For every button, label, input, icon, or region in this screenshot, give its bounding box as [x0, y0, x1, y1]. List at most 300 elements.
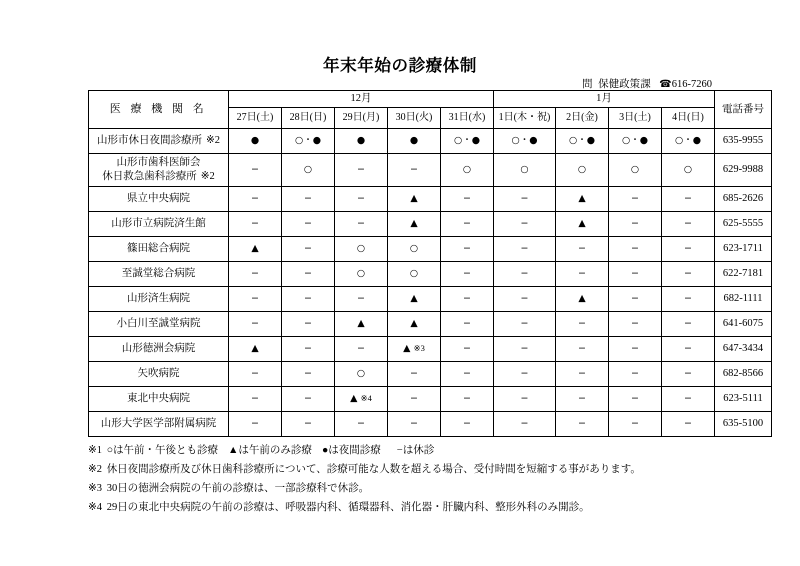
availability-symbol: ▲: [251, 343, 259, 355]
availability-symbol: ▲: [410, 193, 418, 205]
availability-symbol: −: [357, 218, 365, 230]
cell-availability: [609, 237, 662, 262]
cell-availability: [556, 187, 609, 212]
schedule-table-container: [88, 90, 772, 437]
availability-symbol: −: [304, 418, 312, 430]
header-day-jan1: 1日(木・祝): [494, 108, 556, 129]
cell-availability: [609, 312, 662, 337]
cell-availability: [494, 237, 556, 262]
cell-telephone: 647-3434: [715, 337, 772, 362]
cell-availability: [388, 187, 441, 212]
header-day-dec30: 30日(火): [388, 108, 441, 129]
cell-availability: [494, 212, 556, 237]
cell-availability: [388, 154, 441, 187]
availability-symbol: −: [251, 318, 259, 330]
cell-availability: [494, 387, 556, 412]
cell-availability: [335, 187, 388, 212]
institution-name-line2-text: 休日救急歯科診療所: [102, 171, 197, 182]
institution-name-text: 篠田総合病院: [127, 243, 190, 255]
institution-name-text: 山形徳洲会病院: [121, 343, 196, 355]
cell-availability: [494, 412, 556, 437]
cell-availability: [388, 212, 441, 237]
cell-availability: [229, 387, 282, 412]
availability-symbol: −: [251, 293, 259, 305]
cell-availability: [282, 187, 335, 212]
footnote-1-tag: ※1: [88, 445, 103, 456]
table-row: [89, 337, 772, 362]
cell-availability: [556, 287, 609, 312]
cell-availability: [335, 312, 388, 337]
cell-availability: [229, 129, 282, 154]
cell-telephone: 623-5111: [715, 387, 772, 412]
availability-symbol: −: [684, 368, 692, 380]
availability-symbol: −: [684, 268, 692, 280]
cell-availability: [441, 287, 494, 312]
availability-symbol: −: [304, 218, 312, 230]
header-month-december: 12月: [229, 91, 494, 108]
header-day-dec31: 31日(水): [441, 108, 494, 129]
cell-institution-name: [89, 154, 229, 187]
table-row: [89, 129, 772, 154]
footnote-1-legend-dash: −は休診: [396, 445, 435, 456]
availability-symbol: −: [520, 368, 529, 380]
footnote-3-text: 30日の徳洲会病院の午前の診療は、一部診療科で休診。: [106, 483, 370, 495]
footnote-1-legend-circle: ○は午前・午後とも診療: [106, 445, 219, 456]
telephone-icon: ☎: [659, 79, 672, 90]
availability-symbol: −: [631, 268, 639, 280]
cell-availability: [494, 312, 556, 337]
availability-symbol: −: [251, 164, 259, 176]
institution-name-text: 小白川至誠堂病院: [116, 318, 201, 330]
cell-availability: [662, 129, 715, 154]
cell-availability: [662, 287, 715, 312]
contact-department: 保健政策課: [598, 79, 651, 90]
institution-name-text: 山形済生病院: [127, 293, 190, 305]
cell-availability: [609, 387, 662, 412]
footnote-2: [88, 460, 788, 479]
availability-symbol: −: [631, 343, 639, 355]
cell-availability: [441, 387, 494, 412]
cell-telephone: 641-6075: [715, 312, 772, 337]
availability-symbol: −: [251, 268, 259, 280]
availability-symbol: ○: [683, 164, 693, 176]
cell-availability: [441, 237, 494, 262]
cell-availability: [229, 237, 282, 262]
availability-symbol: −: [578, 368, 586, 380]
footnote-1-legend-triangle: ▲は午前のみ診療: [228, 445, 312, 456]
cell-availability: [388, 129, 441, 154]
cell-availability: [441, 262, 494, 287]
availability-note-ref: ※4: [360, 393, 372, 404]
availability-symbol: −: [578, 243, 586, 255]
availability-symbol: ▲: [410, 318, 418, 330]
availability-symbol: −: [578, 418, 586, 430]
institution-note-ref: ※2: [205, 135, 221, 147]
cell-availability: [609, 287, 662, 312]
cell-telephone: 625-5555: [715, 212, 772, 237]
availability-symbol: ●: [409, 135, 419, 147]
cell-availability: [388, 337, 441, 362]
availability-symbol: −: [463, 268, 471, 280]
cell-availability: [388, 362, 441, 387]
cell-availability: [335, 237, 388, 262]
cell-availability: [282, 129, 335, 154]
availability-symbol: −: [304, 318, 312, 330]
availability-symbol: −: [684, 318, 692, 330]
availability-symbol: −: [684, 418, 692, 430]
availability-symbol: ●: [250, 135, 260, 147]
availability-symbol: −: [520, 418, 529, 430]
cell-institution-name: [89, 262, 229, 287]
availability-symbol: −: [684, 293, 692, 305]
cell-institution-name: [89, 362, 229, 387]
header-day-dec27: 27日(土): [229, 108, 282, 129]
cell-availability: [494, 154, 556, 187]
cell-availability: [441, 362, 494, 387]
table-row: [89, 212, 772, 237]
institution-name-text: 山形市立病院済生館: [111, 218, 206, 230]
availability-symbol: −: [251, 368, 259, 380]
availability-symbol: −: [520, 343, 529, 355]
availability-symbol: −: [684, 393, 692, 405]
cell-telephone: 622-7181: [715, 262, 772, 287]
header-day-jan2: 2日(金): [556, 108, 609, 129]
cell-availability: [609, 187, 662, 212]
cell-availability: [282, 337, 335, 362]
cell-availability: [335, 154, 388, 187]
cell-availability: [556, 387, 609, 412]
availability-symbol: −: [578, 268, 586, 280]
availability-symbol: −: [463, 318, 471, 330]
table-body: [89, 129, 772, 437]
footnote-1-legend-filled: ●は夜間診療: [321, 445, 381, 456]
cell-availability: [662, 337, 715, 362]
cell-availability: [229, 337, 282, 362]
cell-availability: [556, 262, 609, 287]
availability-symbol: ○: [577, 164, 587, 176]
cell-availability: [556, 312, 609, 337]
availability-symbol: ▲: [578, 218, 586, 230]
availability-symbol: −: [463, 343, 471, 355]
availability-symbol: ▲: [578, 293, 586, 305]
cell-availability: [609, 129, 662, 154]
cell-availability: [282, 154, 335, 187]
cell-availability: [282, 237, 335, 262]
cell-availability: [335, 287, 388, 312]
cell-telephone: 685-2626: [715, 187, 772, 212]
availability-symbol: −: [357, 418, 365, 430]
availability-symbol: −: [463, 393, 471, 405]
header-day-dec28: 28日(日): [282, 108, 335, 129]
cell-availability: [229, 154, 282, 187]
footnote-2-tag: ※2: [88, 464, 103, 476]
cell-availability: [609, 212, 662, 237]
table-head: [89, 91, 772, 129]
availability-symbol: −: [520, 193, 529, 205]
cell-availability: [335, 262, 388, 287]
cell-availability: [556, 237, 609, 262]
table-row: [89, 287, 772, 312]
availability-symbol: −: [410, 368, 418, 380]
cell-availability: [282, 262, 335, 287]
cell-availability: [388, 312, 441, 337]
availability-symbol: −: [357, 343, 365, 355]
cell-availability: [662, 362, 715, 387]
availability-symbol: ○・●: [453, 135, 481, 147]
institution-name-line2: [89, 170, 228, 184]
cell-availability: [441, 212, 494, 237]
cell-availability: [609, 154, 662, 187]
cell-availability: [335, 129, 388, 154]
cell-availability: [494, 337, 556, 362]
availability-symbol: −: [631, 393, 639, 405]
availability-symbol: −: [684, 193, 692, 205]
institution-name-text: 山形市休日夜間診療所: [96, 135, 202, 147]
cell-telephone: 635-9955: [715, 129, 772, 154]
cell-availability: [441, 129, 494, 154]
cell-telephone: 682-1111: [715, 287, 772, 312]
availability-symbol: ○: [409, 243, 419, 255]
page-title: 年末年始の診療体制: [323, 57, 477, 75]
availability-symbol: −: [578, 343, 586, 355]
cell-availability: [556, 212, 609, 237]
availability-symbol: ○: [409, 268, 419, 280]
cell-availability: [441, 154, 494, 187]
table-row: [89, 262, 772, 287]
cell-availability: [662, 212, 715, 237]
availability-symbol: −: [578, 318, 586, 330]
availability-symbol: −: [520, 393, 529, 405]
cell-availability: [556, 412, 609, 437]
availability-symbol: −: [520, 318, 529, 330]
availability-symbol: −: [631, 243, 639, 255]
availability-symbol: ○・●: [621, 135, 649, 147]
header-day-dec29: 29日(月): [335, 108, 388, 129]
cell-availability: [229, 187, 282, 212]
cell-availability: [388, 387, 441, 412]
cell-institution-name: [89, 337, 229, 362]
availability-symbol: ▲: [350, 393, 358, 405]
cell-availability: [609, 412, 662, 437]
availability-symbol: −: [578, 393, 586, 405]
availability-symbol: −: [684, 218, 692, 230]
availability-symbol: −: [304, 268, 312, 280]
institution-name-text: 山形大学医学部附属病院: [100, 418, 217, 430]
footnote-3-tag: ※3: [88, 483, 103, 495]
availability-symbol: −: [304, 393, 312, 405]
cell-availability: [662, 187, 715, 212]
table-row: [89, 412, 772, 437]
cell-availability: [229, 212, 282, 237]
cell-availability: [609, 362, 662, 387]
cell-availability: [229, 262, 282, 287]
availability-symbol: −: [251, 393, 259, 405]
cell-availability: [494, 262, 556, 287]
availability-symbol: ○: [356, 243, 366, 255]
cell-institution-name: [89, 129, 229, 154]
availability-symbol: −: [357, 293, 365, 305]
cell-availability: [494, 362, 556, 387]
cell-availability: [441, 412, 494, 437]
availability-symbol: −: [520, 293, 529, 305]
availability-symbol: ○・●: [674, 135, 702, 147]
schedule-table: [88, 90, 772, 437]
table-row: [89, 237, 772, 262]
cell-institution-name: [89, 312, 229, 337]
availability-symbol: −: [463, 293, 471, 305]
availability-note-ref: ※3: [413, 343, 425, 354]
header-institution-name: 医 療 機 関 名: [89, 91, 229, 129]
table-header-row-months: [89, 91, 772, 108]
cell-availability: [662, 154, 715, 187]
availability-symbol: −: [520, 268, 529, 280]
cell-availability: [335, 337, 388, 362]
cell-availability: [282, 287, 335, 312]
availability-symbol: −: [251, 418, 259, 430]
cell-availability: [282, 362, 335, 387]
institution-name-text: 県立中央病院: [127, 193, 190, 205]
cell-availability: [229, 412, 282, 437]
availability-symbol: −: [463, 368, 471, 380]
availability-symbol: −: [304, 343, 312, 355]
availability-symbol: −: [304, 368, 312, 380]
availability-symbol: −: [520, 243, 529, 255]
cell-availability: [441, 337, 494, 362]
availability-symbol: −: [631, 293, 639, 305]
availability-symbol: ▲: [410, 293, 418, 305]
availability-symbol: ▲: [357, 318, 365, 330]
table-row: [89, 362, 772, 387]
cell-availability: [556, 337, 609, 362]
availability-symbol: −: [304, 193, 312, 205]
footnote-4-text: 29日の東北中央病院の午前の診療は、呼吸器内科、循環器科、消化器・肝臓内科、整形外科のみ開診。: [106, 502, 590, 514]
cell-availability: [282, 387, 335, 412]
cell-institution-name: [89, 387, 229, 412]
availability-symbol: ○・●: [568, 135, 596, 147]
footnotes: [88, 441, 788, 517]
institution-note-ref: ※2: [200, 171, 215, 182]
availability-symbol: −: [631, 218, 639, 230]
availability-symbol: ○: [520, 164, 529, 176]
availability-symbol: ○: [356, 368, 366, 380]
cell-availability: [556, 362, 609, 387]
availability-symbol: −: [410, 418, 418, 430]
availability-symbol: ▲: [251, 243, 259, 255]
availability-symbol: ○: [630, 164, 640, 176]
header-month-january: 1月: [494, 91, 715, 108]
institution-name-text: 東北中央病院: [127, 393, 190, 405]
availability-symbol: −: [251, 218, 259, 230]
cell-availability: [556, 154, 609, 187]
availability-symbol: −: [304, 243, 312, 255]
cell-availability: [662, 387, 715, 412]
institution-name-text: 至誠堂総合病院: [121, 268, 196, 280]
institution-name-text: 矢吹病院: [137, 368, 180, 380]
availability-symbol: −: [410, 164, 418, 176]
cell-availability: [662, 262, 715, 287]
cell-telephone: 682-8566: [715, 362, 772, 387]
availability-symbol: ▲: [410, 218, 418, 230]
availability-symbol: −: [463, 193, 471, 205]
availability-symbol: ○: [356, 268, 366, 280]
cell-availability: [494, 129, 556, 154]
cell-availability: [282, 312, 335, 337]
cell-availability: [662, 312, 715, 337]
table-row: [89, 312, 772, 337]
cell-institution-name: [89, 287, 229, 312]
footnote-4-tag: ※4: [88, 502, 103, 514]
availability-symbol: −: [631, 193, 639, 205]
cell-availability: [388, 412, 441, 437]
footnote-4: [88, 498, 788, 517]
cell-availability: [335, 412, 388, 437]
cell-institution-name: [89, 237, 229, 262]
cell-telephone: 635-5100: [715, 412, 772, 437]
availability-symbol: ●: [356, 135, 366, 147]
cell-availability: [282, 412, 335, 437]
cell-institution-name: [89, 187, 229, 212]
cell-availability: [388, 287, 441, 312]
availability-symbol: −: [304, 293, 312, 305]
availability-symbol: −: [463, 418, 471, 430]
footnote-1: [88, 441, 788, 460]
contact-info: [0, 76, 712, 91]
availability-symbol: −: [684, 243, 692, 255]
availability-symbol: ○: [462, 164, 472, 176]
cell-availability: [335, 212, 388, 237]
table-row: [89, 387, 772, 412]
cell-availability: [609, 262, 662, 287]
cell-availability: [662, 412, 715, 437]
availability-symbol: ○・●: [511, 135, 538, 147]
contact-label: 問: [582, 79, 593, 90]
cell-availability: [282, 212, 335, 237]
availability-symbol: ▲: [578, 193, 586, 205]
cell-availability: [494, 187, 556, 212]
cell-telephone: 623-1711: [715, 237, 772, 262]
availability-symbol: −: [357, 164, 365, 176]
cell-availability: [335, 387, 388, 412]
institution-name-line1: 山形市歯科医師会: [116, 156, 201, 168]
availability-symbol: −: [463, 243, 471, 255]
cell-availability: [556, 129, 609, 154]
cell-availability: [229, 287, 282, 312]
availability-symbol: −: [357, 193, 365, 205]
cell-availability: [229, 362, 282, 387]
availability-symbol: −: [410, 393, 418, 405]
cell-availability: [441, 187, 494, 212]
cell-telephone: 629-9988: [715, 154, 772, 187]
table-row: [89, 154, 772, 187]
header-telephone: 電話番号: [715, 91, 772, 129]
cell-availability: [229, 312, 282, 337]
cell-availability: [335, 362, 388, 387]
availability-symbol: −: [251, 193, 259, 205]
cell-institution-name: [89, 412, 229, 437]
cell-availability: [388, 237, 441, 262]
header-day-jan3: 3日(土): [609, 108, 662, 129]
availability-symbol: ▲: [403, 343, 411, 355]
availability-symbol: −: [631, 418, 639, 430]
availability-symbol: ○: [303, 164, 313, 176]
table-row: [89, 187, 772, 212]
footnote-3: [88, 479, 788, 498]
availability-symbol: −: [463, 218, 471, 230]
header-day-jan4: 4日(日): [662, 108, 715, 129]
availability-symbol: −: [631, 368, 639, 380]
availability-symbol: −: [684, 343, 692, 355]
footnote-2-text: 休日夜間診療所及び休日歯科診療所について、診療可能な人数を超える場合、受付時間を短縮する事があります。: [106, 464, 641, 476]
